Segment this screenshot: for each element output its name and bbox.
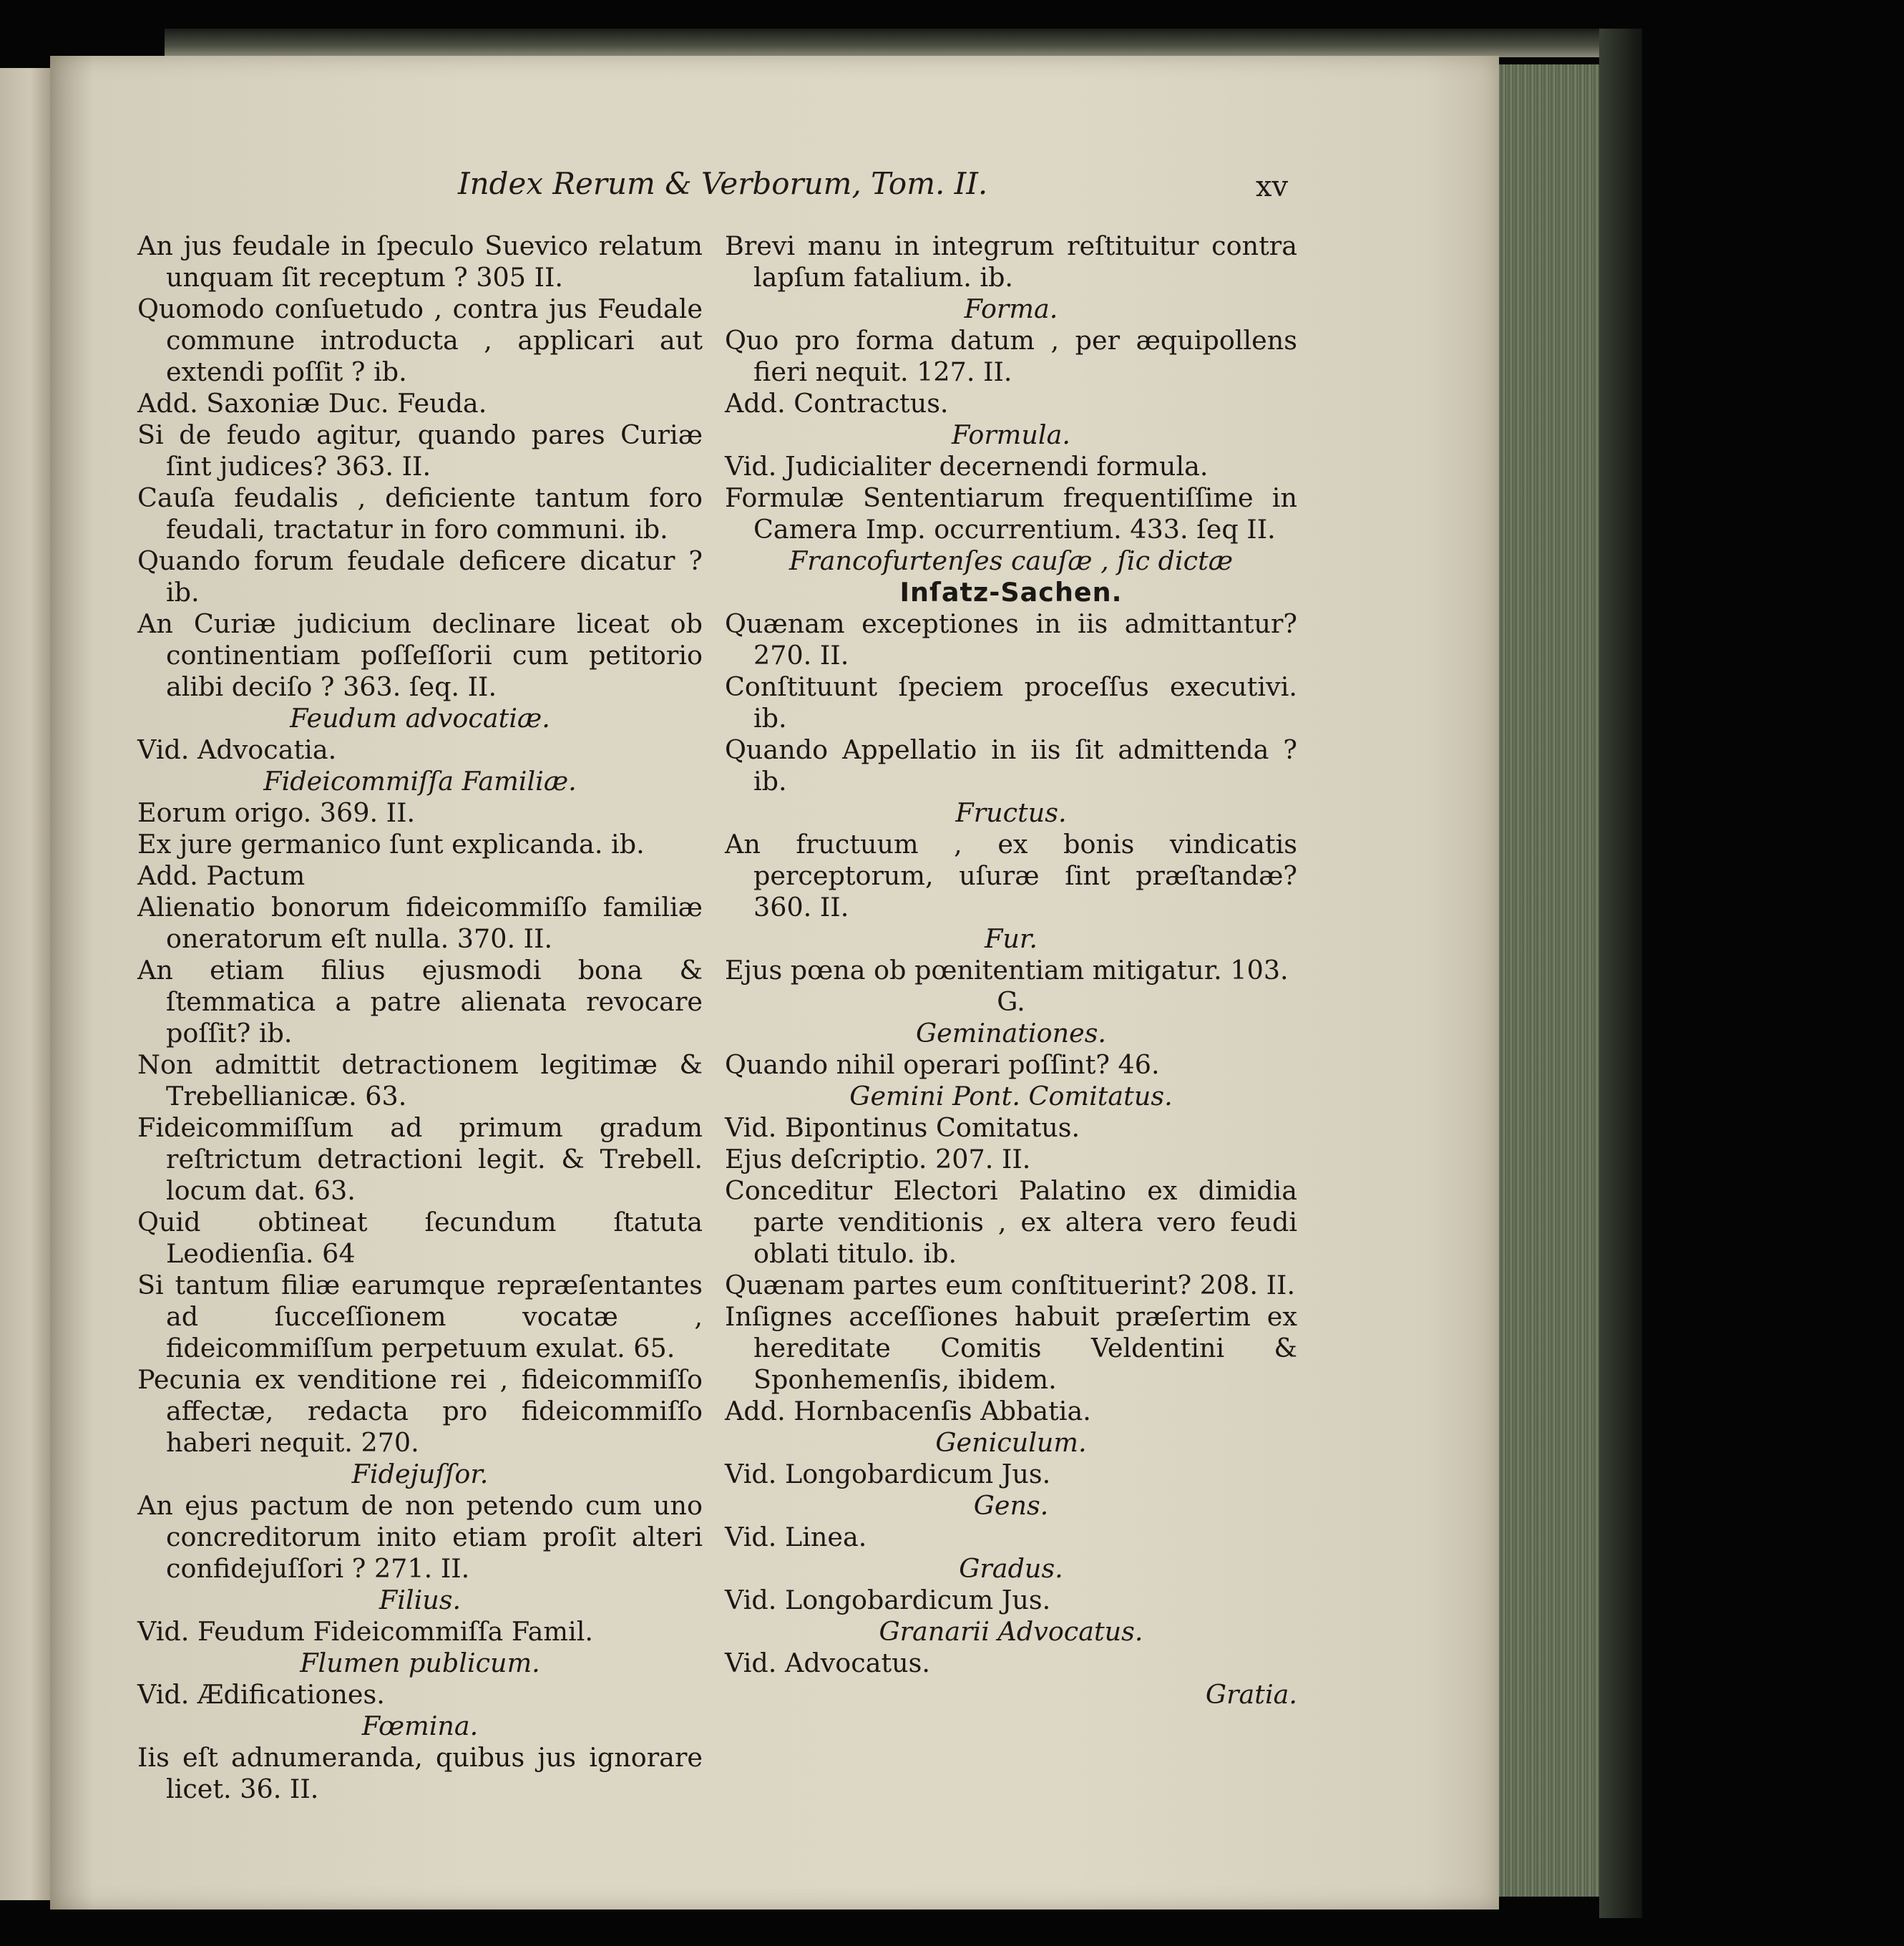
index-entry: Cauſa feudalis , deficiente tantum foro feudali, tractatur in foro communi. ib.	[137, 482, 703, 545]
previous-page-edge	[0, 68, 50, 1900]
index-entry: Si tantum filiæ earumque repræſentantes ad ſucceſſionem vocatæ , fideicommiſſum perpetuum exulat. 65.	[137, 1270, 703, 1363]
section-letter: G.	[997, 986, 1025, 1017]
index-entry: Add. Saxoniæ Duc. Feuda.	[137, 388, 487, 419]
index-heading: Granarii Advocatus.	[879, 1616, 1143, 1647]
page-block-edges	[1499, 64, 1599, 1897]
index-entry: Brevi manu in integrum reſtituitur contra lapſum fatalium. ib.	[725, 230, 1297, 293]
index-heading: Gradus.	[959, 1553, 1063, 1584]
index-entry: Conceditur Electori Palatino ex dimidia parte venditionis , ex altera vero feudi oblati titulo. ib.	[725, 1175, 1297, 1269]
index-entry: Vid. Judicialiter decernendi formula.	[725, 451, 1209, 482]
index-entry: Quando Appellatio in iis ſit admittenda ? ib.	[725, 734, 1297, 797]
index-heading: Filius.	[379, 1585, 462, 1615]
index-entry: Quando forum feudale deficere dicatur ? ib.	[137, 545, 703, 608]
index-heading: Geniculum.	[935, 1427, 1087, 1458]
index-heading: Flumen publicum.	[300, 1648, 540, 1678]
index-heading: Geminationes.	[915, 1018, 1107, 1049]
left-column	[137, 230, 703, 1805]
index-heading: Fur.	[985, 923, 1038, 954]
index-entry: Quænam partes eum conſtituerint? 208. II.	[725, 1270, 1296, 1300]
index-entry: Alienatio bonorum fideicommiſſo familiæ oneratorum eſt nulla. 370. II.	[137, 892, 703, 954]
index-entry: Ejus deſcriptio. 207. II.	[725, 1144, 1031, 1174]
index-entry: Si de feudo agitur, quando pares Curiæ ſint judices? 363. II.	[137, 419, 703, 482]
index-entry: Conſtituunt ſpeciem proceſſus executivi. ib.	[725, 671, 1297, 734]
index-entry: Ejus pœna ob pœnitentiam mitigatur. 103.	[725, 955, 1289, 986]
index-entry: Vid. Feudum Fideicommiſſa Famil.	[137, 1616, 593, 1647]
index-entry: Quænam exceptiones in iis admittantur? 270. II.	[725, 608, 1297, 671]
index-entry: Vid. Longobardicum Jus.	[725, 1459, 1051, 1489]
index-entry: An ejus pactum de non petendo cum uno concreditorum inito etiam proſit alteri confidejuſſori ? 271. II.	[137, 1490, 703, 1584]
index-entry: Eorum origo. 369. II.	[137, 797, 416, 828]
index-entry: Quando nihil operari poſſint? 46.	[725, 1049, 1160, 1080]
book-top-edge	[165, 29, 1639, 57]
index-heading: Feudum advocatiæ.	[290, 703, 550, 734]
index-entry: Fideicommiſſum ad primum gradum reſtrictum detractioni legit. & Trebell. locum dat. 63.	[137, 1112, 703, 1206]
index-entry: An jus feudale in ſpeculo Suevico relatum unquam ſit receptum ? 305 II.	[137, 230, 703, 293]
index-entry: Non admittit detractionem legitimæ & Trebellianicæ. 63.	[137, 1049, 703, 1111]
book-cover-edge	[1599, 29, 1642, 1918]
index-entry: Formulæ Sententiarum frequentiſſime in Camera Imp. occurrentium. 433. ſeq II.	[725, 482, 1297, 545]
page-number: xv	[1256, 170, 1289, 203]
index-entry: Add. Contractus.	[725, 388, 949, 419]
index-entry: Add. Hornbacenſis Abbatia.	[725, 1396, 1091, 1426]
index-entry: Vid. Bipontinus Comitatus.	[725, 1112, 1080, 1143]
index-entry: Add. Pactum	[137, 860, 306, 891]
index-heading: Fructus.	[955, 797, 1067, 828]
index-entry: Vid. Linea.	[725, 1522, 867, 1552]
index-entry: Quid obtineat ſecundum ſtatuta Leodienſia. 64	[137, 1207, 703, 1269]
index-entry: Inſignes acceſſiones habuit præſertim ex hereditate Comitis Veldentini & Sponhemenſis, ibidem.	[725, 1301, 1297, 1395]
index-entry: Vid. Ædificationes.	[137, 1679, 385, 1710]
index-heading: Forma.	[964, 293, 1058, 324]
index-heading-german: Inſatz-Sachen.	[899, 577, 1123, 608]
right-column	[725, 230, 1297, 1711]
index-entry: Quo pro forma datum , per æquipollens fieri nequit. 127. II.	[725, 325, 1297, 387]
index-entry: An etiam filius ejusmodi bona & ſtemmatica a patre alienata revocare poſſit? ib.	[137, 955, 703, 1049]
index-heading: Fidejuſſor.	[351, 1459, 489, 1489]
catchword: Gratia.	[1205, 1679, 1297, 1710]
index-entry: An fructuum , ex bonis vindicatis perceptorum, uſuræ ſint præſtandæ? 360. II.	[725, 829, 1297, 923]
running-title: Index Rerum & Verborum, Tom. II.	[458, 166, 988, 201]
index-heading: Gens.	[973, 1490, 1049, 1521]
index-heading: Fideicommiſſa Familiæ.	[263, 766, 577, 797]
index-entry: Vid. Advocatus.	[725, 1648, 930, 1678]
index-heading: Fœmina.	[361, 1711, 479, 1741]
index-entry: An Curiæ judicium declinare liceat ob continentiam poſſeſſorii cum petitorio alibi deciſo ? 363. ſeq. II.	[137, 608, 703, 702]
index-entry: Ex jure germanico ſunt explicanda. ib.	[137, 829, 645, 860]
index-heading: Gemini Pont. Comitatus.	[849, 1081, 1173, 1111]
index-entry: Pecunia ex venditione rei , fideicommiſſo affectæ, redacta pro fideicommiſſo haberi nequit. 270.	[137, 1364, 703, 1458]
index-heading: Formula.	[952, 419, 1070, 450]
index-entry: Iis eſt adnumeranda, quibus jus ignorare licet. 36. II.	[137, 1742, 703, 1804]
index-entry: Vid. Advocatia.	[137, 734, 337, 765]
index-entry: Vid. Longobardicum Jus.	[725, 1585, 1051, 1615]
index-heading: Francofurtenſes cauſæ , ſic dictæ	[789, 545, 1234, 576]
index-entry: Quomodo conſuetudo , contra jus Feudale commune introducta , applicari aut extendi poſſit ? ib.	[137, 293, 703, 387]
